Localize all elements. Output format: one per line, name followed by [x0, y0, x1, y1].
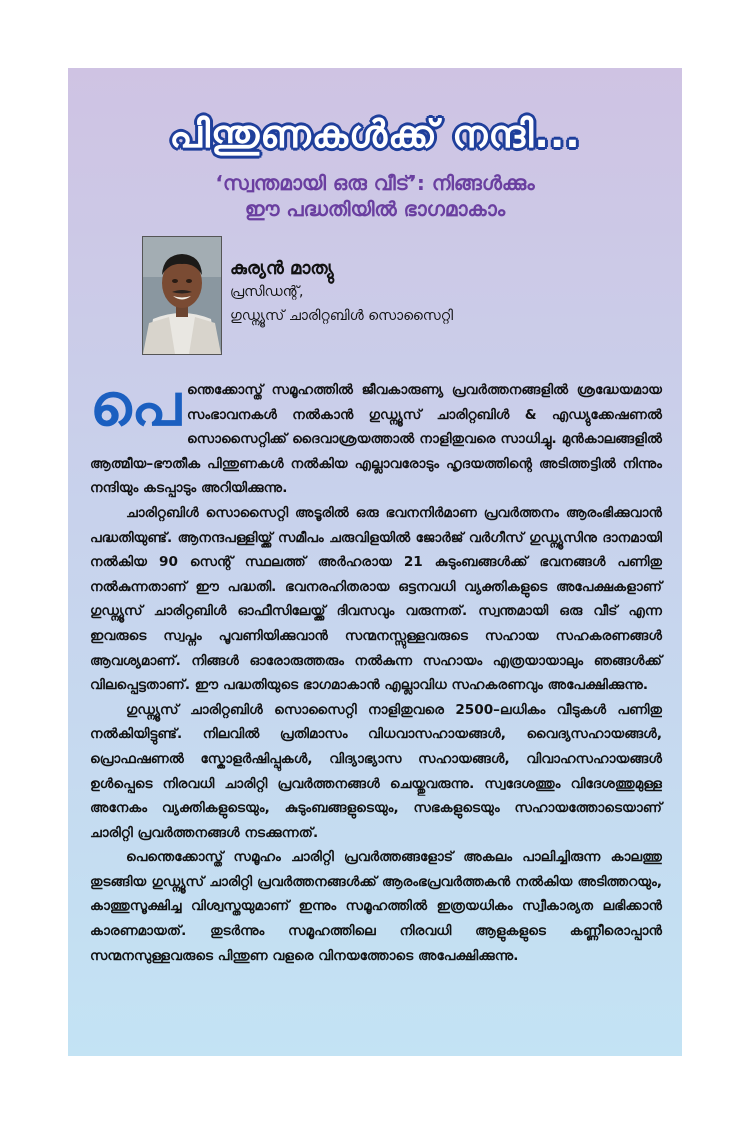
- article-panel: [68, 68, 682, 1056]
- author-name: കുര്യൻ മാത്യു: [230, 258, 334, 279]
- paragraph-1: [90, 371, 662, 501]
- article-subtitle: [88, 170, 662, 222]
- author-organization: ഗുഡ്ന്യൂസ് ചാരിറ്റബിൾ സൊസൈറ്റി: [230, 308, 454, 324]
- subtitle-line-2: ഈ പദ്ധതിയിൽ ഭാഗമാകാം: [244, 197, 506, 221]
- paragraph-2: ചാരിറ്റബിൾ സൊസൈറ്റി അടൂരിൽ ഒരു ഭവനനിർമാണ പ്രവർത്തനം ആരംഭിക്കുവാൻ പദ്ധതിയുണ്ട്. ആനന്ദപള്ളിയ്ക്ക് സമീപം ചരുവിളയിൽ ജോർജ് വർഗീസ് ഗുഡ്ന്യൂസിനു ദാനമായി നൽകിയ 90 സെന്റ് സ്ഥലത്ത് അർഹരായ 21 കുടുംബങ്ങൾക്ക് ഭവനങ്ങൾ പണിതു നൽകുന്നതാണ് ഈ പദ്ധതി. ഭവനരഹിതരായ ഒട്ടനവധി വ്യക്തികളുടെ അപേക്ഷകളാണ് ഗുഡ്ന്യൂസ് ചാരിറ്റബിൾ ഓഫീസിലേയ്ക്ക് ദിവസവും വരുന്നത്. സ്വന്തമായി ഒരു വീട് എന്ന ഇവരുടെ സ്വപ്നം പൂവണിയിക്കുവാൻ സന്മനസ്സുള്ളവരുടെ സഹായ സഹകരണങ്ങൾ ആവശ്യമാണ്. നിങ്ങൾ ഓരോരുത്തരും നൽകുന്ന സഹായം എത്രയായാലും ഞങ്ങൾക്ക് വിലപ്പെട്ടതാണ്. ഈ പദ്ധതിയുടെ ഭാഗമാകാൻ എല്ലാവിധ സഹകരണവും അപേക്ഷിക്കുന്നു.: [90, 504, 662, 694]
- author-photo: [142, 236, 222, 355]
- drop-cap: പെ: [90, 371, 182, 439]
- subtitle-line-1: ‘സ്വന്തമായി ഒരു വീട്’: നിങ്ങൾക്കും: [215, 171, 535, 195]
- article-title: പിന്തുണകൾക്ക് നന്ദി...: [169, 112, 581, 156]
- author-role: പ്രസിഡന്റ്,: [230, 284, 304, 300]
- paragraph-3: ഗുഡ്ന്യൂസ് ചാരിറ്റബിൾ സൊസൈറ്റി നാളിതുവരെ 2500–ലധികം വീടുകൾ പണിതു നൽകിയിട്ടുണ്ട്. നിലവിൽ പ്രതിമാസം വിധവാസഹായങ്ങൾ, വൈദ്യസഹായങ്ങൾ, പ്രൊഫഷണൽ സ്കോളർഷിപ്പുകൾ, വിദ്യാഭ്യാസ സഹായങ്ങൾ, വിവാഹസഹായങ്ങൾ ഉൾപ്പെടെ നിരവധി ചാരിറ്റി പ്രവർത്തനങ്ങൾ ചെയ്തുവരുന്നു. സ്വദേശത്തും വിദേശത്തുമുള്ള അനേകം വ്യക്തികളുടെയും, കുടുംബങ്ങളുടെയും, സഭകളുടെയും സഹായത്തോടെയാണ് ചാരിറ്റി പ്രവർത്തനങ്ങൾ നടക്കുന്നത്.: [90, 701, 662, 841]
- portrait-image: [143, 237, 221, 354]
- article-body: [90, 371, 662, 968]
- paragraph-4: പെന്തെക്കോസ്ത് സമൂഹം ചാരിറ്റി പ്രവർത്തങ്ങളോട് അകലം പാലിച്ചിരുന്ന കാലത്തു തുടങ്ങിയ ഗുഡ്ന്യൂസ് ചാരിറ്റി പ്രവർത്തനങ്ങൾക്ക് ആരംഭപ്രവർത്തകൻ നൽകിയ അടിത്തറയും, കാത്തുസൂക്ഷിച്ച വിശ്വസ്തയുമാണ് ഇന്നും സമൂഹത്തിൽ ഇത്രയധികം സ്വീകാര്യത ലഭിക്കാൻ കാരണമായത്. തുടർന്നും സമൂഹത്തിലെ നിരവധി ആളുകളുടെ കണ്ണീരൊപ്പാൻ സന്മനസുള്ളവരുടെ പിന്തുണ വളരെ വിനയത്തോടെ അപേക്ഷിക്കുന്നു.: [90, 849, 662, 964]
- paragraph-1-text: ന്തെക്കോസ്ത് സമൂഹത്തിൽ ജീവകാരുണ്യ പ്രവർത്തനങ്ങളിൽ ശ്രദ്ധേയമായ സംഭാവനകൾ നൽകാൻ ഗുഡ്ന്യൂസ് ചാരിറ്റബിൾ & എഡ്യുക്കേഷണൽ സൊസൈറ്റിക്ക് ദൈവാശ്രയത്താൽ നാളിതുവരെ സാധിച്ചു. മുൻകാലങ്ങളിൽ ആത്മീയ–ഭൗതീക പിന്തുണകൾ നൽകിയ എല്ലാവരോടും ഹൃദയത്തിന്റെ അടിത്തട്ടിൽ നിന്നും നന്ദിയും കടപ്പാടും അറിയിക്കുന്നു.: [90, 382, 662, 497]
